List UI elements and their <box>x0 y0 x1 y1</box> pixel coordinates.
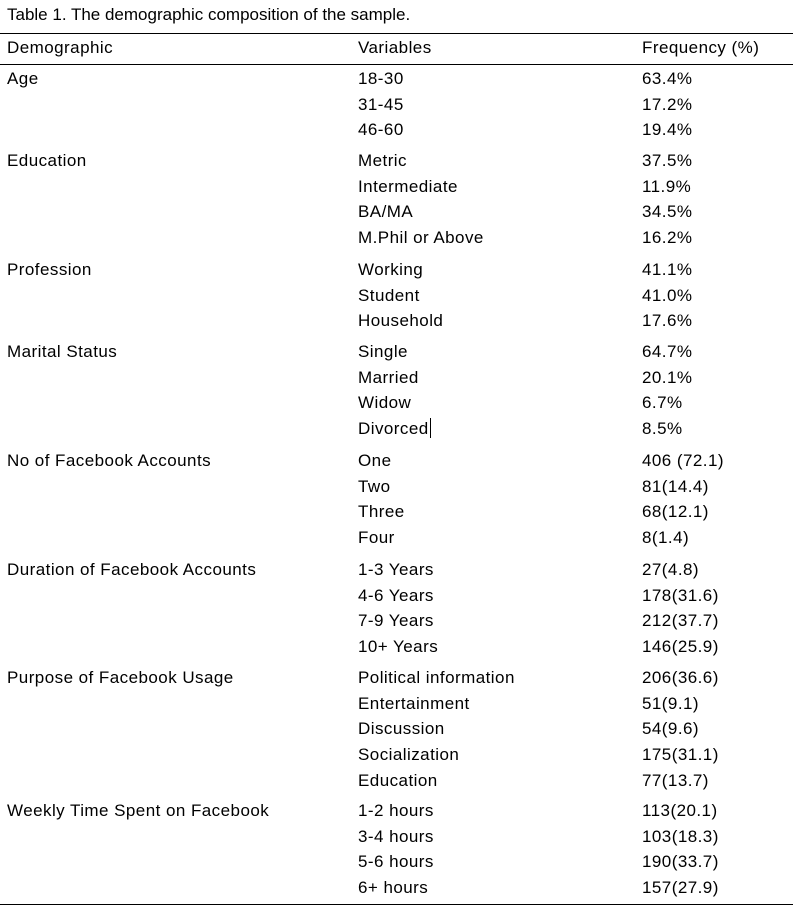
variable-cell: Working <box>358 260 424 279</box>
variable-cell: Discussion <box>358 719 445 738</box>
variable-cell: Education <box>358 771 438 790</box>
variable-cell: 31-45 <box>358 95 404 114</box>
frequency-cell: 6.7% <box>642 393 683 412</box>
variable-cell: One <box>358 451 392 470</box>
frequency-cell: 157(27.9) <box>642 878 719 897</box>
frequency-cell: 206(36.6) <box>642 668 719 687</box>
variable-cell: 4-6 Years <box>358 586 434 605</box>
variable-cell: Intermediate <box>358 177 458 196</box>
variable-cell: 10+ Years <box>358 637 439 656</box>
variable-cell: Single <box>358 342 408 361</box>
variable-cell: Married <box>358 368 419 387</box>
frequency-cell: 17.6% <box>642 311 693 330</box>
variable-cell: 1-3 Years <box>358 560 434 579</box>
group-name: Education <box>7 151 87 170</box>
variable-cell: Divorced <box>358 419 429 438</box>
variable-cell: Socialization <box>358 745 460 764</box>
frequency-cell: 190(33.7) <box>642 852 719 871</box>
group-name: No of Facebook Accounts <box>7 451 212 470</box>
frequency-cell: 81(14.4) <box>642 477 709 496</box>
group-name: Weekly Time Spent on Facebook <box>7 801 270 820</box>
frequency-cell: 19.4% <box>642 120 693 139</box>
variable-cell: 6+ hours <box>358 878 429 897</box>
variable-cell: Two <box>358 477 391 496</box>
group-name: Marital Status <box>7 342 118 361</box>
frequency-cell: 27(4.8) <box>642 560 700 579</box>
frequency-cell: 34.5% <box>642 202 693 221</box>
frequency-cell: 8(1.4) <box>642 528 690 547</box>
frequency-cell: 146(25.9) <box>642 637 719 656</box>
frequency-cell: 68(12.1) <box>642 502 709 521</box>
frequency-cell: 11.9% <box>642 177 692 196</box>
frequency-cell: 17.2% <box>642 95 693 114</box>
frequency-cell: 37.5% <box>642 151 693 170</box>
variable-cell: 7-9 Years <box>358 611 434 630</box>
variable-cell: Widow <box>358 393 412 412</box>
frequency-cell: 8.5% <box>642 419 683 438</box>
variable-cell: Metric <box>358 151 407 170</box>
header-rule <box>0 64 793 65</box>
header-frequency: Frequency (%) <box>642 38 760 57</box>
variable-cell: 1-2 hours <box>358 801 434 820</box>
variable-cell: Four <box>358 528 395 547</box>
text-cursor <box>430 418 431 438</box>
frequency-cell: 20.1% <box>642 368 693 387</box>
frequency-cell: 406 (72.1) <box>642 451 724 470</box>
variable-cell: 18-30 <box>358 69 404 88</box>
variable-cell: Three <box>358 502 405 521</box>
table-bottom-rule <box>0 904 793 905</box>
group-name: Profession <box>7 260 92 279</box>
variable-cell: BA/MA <box>358 202 414 221</box>
group-name: Duration of Facebook Accounts <box>7 560 257 579</box>
variable-cell: Entertainment <box>358 694 470 713</box>
variable-cell: 46-60 <box>358 120 404 139</box>
frequency-cell: 16.2% <box>642 228 693 247</box>
header-variables: Variables <box>358 38 432 57</box>
frequency-cell: 77(13.7) <box>642 771 709 790</box>
frequency-cell: 113(20.1) <box>642 801 718 820</box>
frequency-cell: 41.1% <box>642 260 693 279</box>
frequency-cell: 63.4% <box>642 69 693 88</box>
frequency-cell: 175(31.1) <box>642 745 719 764</box>
table-top-rule <box>0 33 793 34</box>
variable-cell: Household <box>358 311 444 330</box>
group-name: Age <box>7 69 39 88</box>
frequency-cell: 212(37.7) <box>642 611 719 630</box>
variable-cell: 5-6 hours <box>358 852 434 871</box>
frequency-cell: 64.7% <box>642 342 693 361</box>
variable-cell: Student <box>358 286 420 305</box>
frequency-cell: 41.0% <box>642 286 693 305</box>
variable-cell: Political information <box>358 668 515 687</box>
variable-cell: 3-4 hours <box>358 827 434 846</box>
frequency-cell: 178(31.6) <box>642 586 719 605</box>
header-demographic: Demographic <box>7 38 114 57</box>
frequency-cell: 54(9.6) <box>642 719 700 738</box>
frequency-cell: 51(9.1) <box>642 694 700 713</box>
variable-cell: M.Phil or Above <box>358 228 484 247</box>
frequency-cell: 103(18.3) <box>642 827 719 846</box>
table-caption: Table 1. The demographic composition of the sample. <box>7 5 411 24</box>
group-name: Purpose of Facebook Usage <box>7 668 234 687</box>
